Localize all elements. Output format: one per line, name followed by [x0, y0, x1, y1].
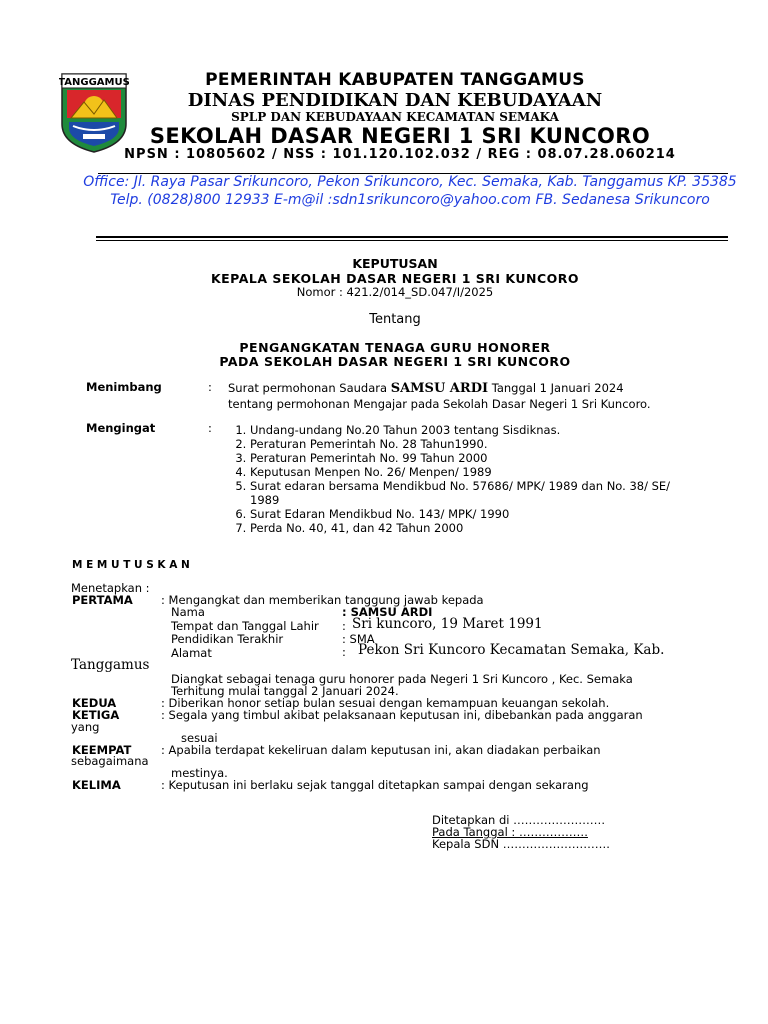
pertama-label: PERTAMA: [72, 593, 133, 607]
menimbang-text-a: Surat permohonan Saudara: [228, 381, 391, 395]
kelima-label: KELIMA: [72, 778, 121, 792]
kedua-label: KEDUA: [72, 696, 117, 710]
diangkat-line-1: Diangkat sebagai tenaga guru honorer pada Negeri 1 Sri Kuncoro , Kec. Semaka: [171, 672, 633, 686]
signature-title: Kepala SDN ……………………….: [432, 837, 610, 851]
nama-value: : SAMSU ARDI: [342, 605, 433, 619]
list-item: 4. Keputusan Menpen No. 26/ Menpen/ 1989: [250, 465, 730, 479]
doc-number: Nomor : 421.2/014_SD.047/I/2025: [296, 285, 494, 299]
signature-place: Ditetapkan di ……………………: [432, 813, 606, 827]
menimbang-text-b: Tanggal 1 Januari 2024: [488, 381, 624, 395]
keempat-continued-2: mestinya.: [171, 766, 228, 780]
list-item: 5. Surat edaran bersama Mendikbud No. 57686/ MPK/ 1989 dan No. 38/ SE/ 1989: [250, 479, 690, 507]
mengingat-label: Mengingat: [86, 421, 156, 435]
keempat-continued-1: sebagaimana: [71, 754, 149, 768]
alamat-value: Pekon Sri Kuncoro Kecamatan Semaka, Kab.: [358, 642, 665, 658]
ttl-value: Sri kuncoro, 19 Maret 1991: [352, 616, 543, 632]
contact-line: Telp. (0828)800 12933 E-m@il :sdn1srikuncoro@yahoo.com FB. Sedanesa Srikuncoro: [110, 192, 710, 208]
ttl-colon: :: [342, 619, 346, 633]
header-address: [80, 174, 740, 208]
subject-line-2: PADA SEKOLAH DASAR NEGERI 1 SRI KUNCORO: [219, 354, 571, 369]
doc-type: KEPUTUSAN: [352, 256, 438, 271]
ttl-label: Tempat dan Tanggal Lahir: [171, 619, 319, 633]
alamat-colon: :: [342, 645, 346, 659]
pertama-text: : Mengangkat dan memberikan tanggung jawab kepada: [161, 593, 484, 607]
menimbang-name: SAMSU ARDI: [390, 381, 489, 396]
list-item: 2. Peraturan Pemerintah No. 28 Tahun1990.: [250, 437, 730, 451]
alamat-continued: Tanggamus: [71, 657, 150, 673]
menimbang-text: [228, 381, 624, 396]
header-subdepartment: SPLP DAN KEBUDAYAAN KECAMATAN SEMAKA: [231, 110, 559, 124]
alamat-label: Alamat: [171, 646, 212, 660]
list-item: 6. Surat Edaran Mendikbud No. 143/ MPK/ 1990: [250, 507, 730, 521]
mengingat-list: [228, 423, 730, 535]
logo-text: TANGGAMUS: [59, 77, 129, 88]
ketiga-continued-2: sesuai: [181, 731, 218, 745]
pendidikan-value: : SMA: [342, 632, 375, 646]
menimbang-text-c: tentang permohonan Mengajar pada Sekolah Dasar Negeri 1 Sri Kuncoro.: [228, 397, 651, 411]
address-line: Office: Jl. Raya Pasar Srikuncoro, Pekon Srikuncoro, Kec. Semaka, Kab. Tanggamus KP. 35385: [83, 174, 737, 190]
menetapkan-label: Menetapkan :: [71, 581, 150, 595]
signature-date: Pada Tanggal : ………………: [432, 825, 588, 839]
mengingat-colon: :: [208, 421, 212, 435]
pendidikan-label: Pendidikan Terakhir: [171, 632, 284, 646]
list-item: 7. Perda No. 40, 41, dan 42 Tahun 2000: [250, 521, 730, 535]
header-school-name: SEKOLAH DASAR NEGERI 1 SRI KUNCORO: [149, 124, 651, 148]
ketiga-label: KETIGA: [72, 708, 120, 722]
header-department: DINAS PENDIDIKAN DAN KEBUDAYAAN: [187, 90, 603, 111]
header-government: PEMERINTAH KABUPATEN TANGGAMUS: [205, 70, 585, 90]
kedua-text: : Diberikan honor setiap bulan sesuai dengan kemampuan keuangan sekolah.: [161, 696, 610, 710]
keempat-label: KEEMPAT: [72, 743, 132, 757]
ketiga-text: : Segala yang timbul akibat pelaksanaan keputusan ini, dibebankan pada anggaran: [161, 708, 643, 722]
ketiga-continued-1: yang: [71, 720, 100, 734]
about-label: Tentang: [369, 312, 421, 327]
menimbang-colon: :: [208, 380, 212, 394]
doc-issuer: KEPALA SEKOLAH DASAR NEGERI 1 SRI KUNCORO: [210, 271, 580, 286]
kelima-text: : Keputusan ini berlaku sejak tanggal ditetapkan sampai dengan sekarang: [161, 778, 589, 792]
list-item: 1. Undang-undang No.20 Tahun 2003 tentang Sisdiknas.: [250, 423, 730, 437]
letterhead-rule-thin: [96, 240, 728, 241]
list-item: 3. Peraturan Pemerintah No. 99 Tahun 2000: [250, 451, 730, 465]
keempat-text: : Apabila terdapat kekeliruan dalam keputusan ini, akan diadakan perbaikan: [161, 743, 601, 757]
memutuskan-heading: M E M U T U S K A N: [72, 559, 190, 571]
header-npsn: NPSN : 10805602 / NSS : 101.120.102.032 / REG : 08.07.28.060214: [124, 147, 676, 162]
menimbang-label: Menimbang: [86, 380, 162, 394]
diangkat-line-2: Terhitung mulai tanggal 2 Januari 2024.: [171, 684, 399, 698]
subject-line-1: PENGANGKATAN TENAGA GURU HONORER: [239, 340, 551, 355]
letterhead-rule: [96, 236, 728, 238]
nama-label: Nama: [171, 605, 205, 619]
